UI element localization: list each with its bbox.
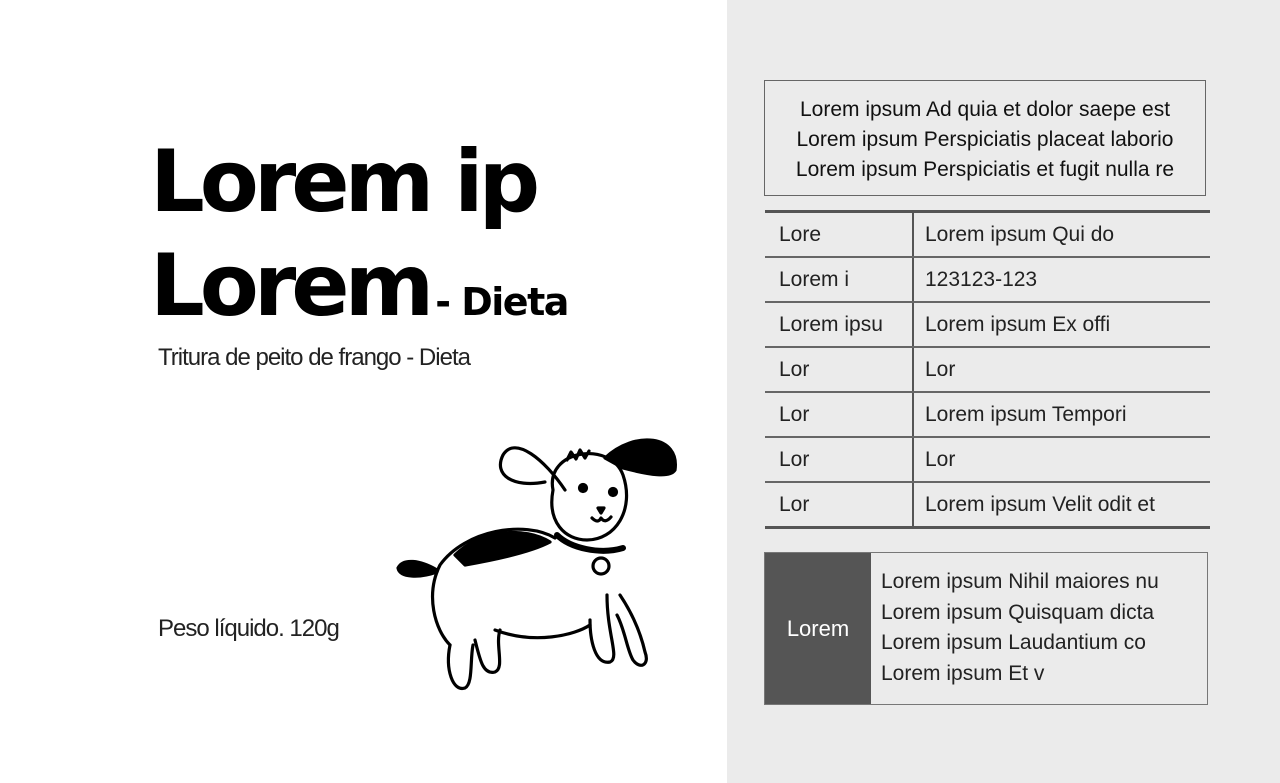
- description-line: Lorem ipsum Ad quia et dolor saepe est: [799, 98, 1171, 121]
- table-key-cell: Lorem ipsu: [765, 302, 913, 347]
- footer-line: Lorem ipsum Nihil maiores nu: [881, 570, 1159, 593]
- info-table: [765, 210, 1210, 529]
- table-row: [765, 347, 1210, 392]
- table-row: [765, 392, 1210, 437]
- table-row: [765, 482, 1210, 528]
- product-subtitle: Tritura de peito de frango - Dieta: [158, 344, 470, 371]
- title-line-2: [150, 234, 568, 354]
- footer-info-box: [764, 552, 1208, 705]
- footer-label: Lorem: [765, 553, 871, 704]
- table-value-cell: Lorem ipsum Tempori: [913, 392, 1210, 437]
- table-value-cell: Lorem ipsum Velit odit et: [925, 492, 1155, 516]
- footer-line: Lorem ipsum Quisquam dicta: [881, 600, 1155, 624]
- table-key-cell: Lorem i: [765, 257, 913, 302]
- table-key-cell: Lor: [765, 392, 913, 437]
- description-line: Lorem ipsum Perspiciatis placeat laborio: [796, 128, 1174, 151]
- table-row: [765, 437, 1210, 482]
- title-suffix: - Dieta: [435, 280, 568, 324]
- table-value-cell: Lor: [913, 347, 1210, 392]
- table-key-cell: Lore: [765, 212, 913, 258]
- description-box: [764, 80, 1206, 196]
- table-value-cell: Lor: [913, 437, 1210, 482]
- footer-line: Lorem ipsum Et v: [881, 661, 1045, 685]
- table-value-cell: Lorem ipsum Ex offi: [913, 302, 1210, 347]
- title-line-1: Lorem ip: [150, 132, 536, 232]
- table-key-cell: Lor: [765, 482, 913, 528]
- table-key-cell: Lor: [765, 347, 913, 392]
- table-row: [765, 302, 1210, 347]
- table-key-cell: Lor: [765, 437, 913, 482]
- product-title: [150, 130, 568, 354]
- footer-line: Lorem ipsum Laudantium co: [881, 631, 1146, 654]
- net-weight: Peso líquido. 120g: [158, 615, 339, 642]
- table-value-cell: 123123-123: [913, 257, 1210, 302]
- table-value-cell: Lorem ipsum Qui do: [913, 212, 1210, 258]
- table-row: [765, 212, 1210, 258]
- description-line: Lorem ipsum Perspiciatis et fugit nulla re: [795, 158, 1175, 181]
- dog-illustration-icon: [395, 430, 685, 695]
- title-line-2-text: Lorem: [150, 236, 430, 336]
- footer-text: [871, 553, 1207, 704]
- table-row: [765, 257, 1210, 302]
